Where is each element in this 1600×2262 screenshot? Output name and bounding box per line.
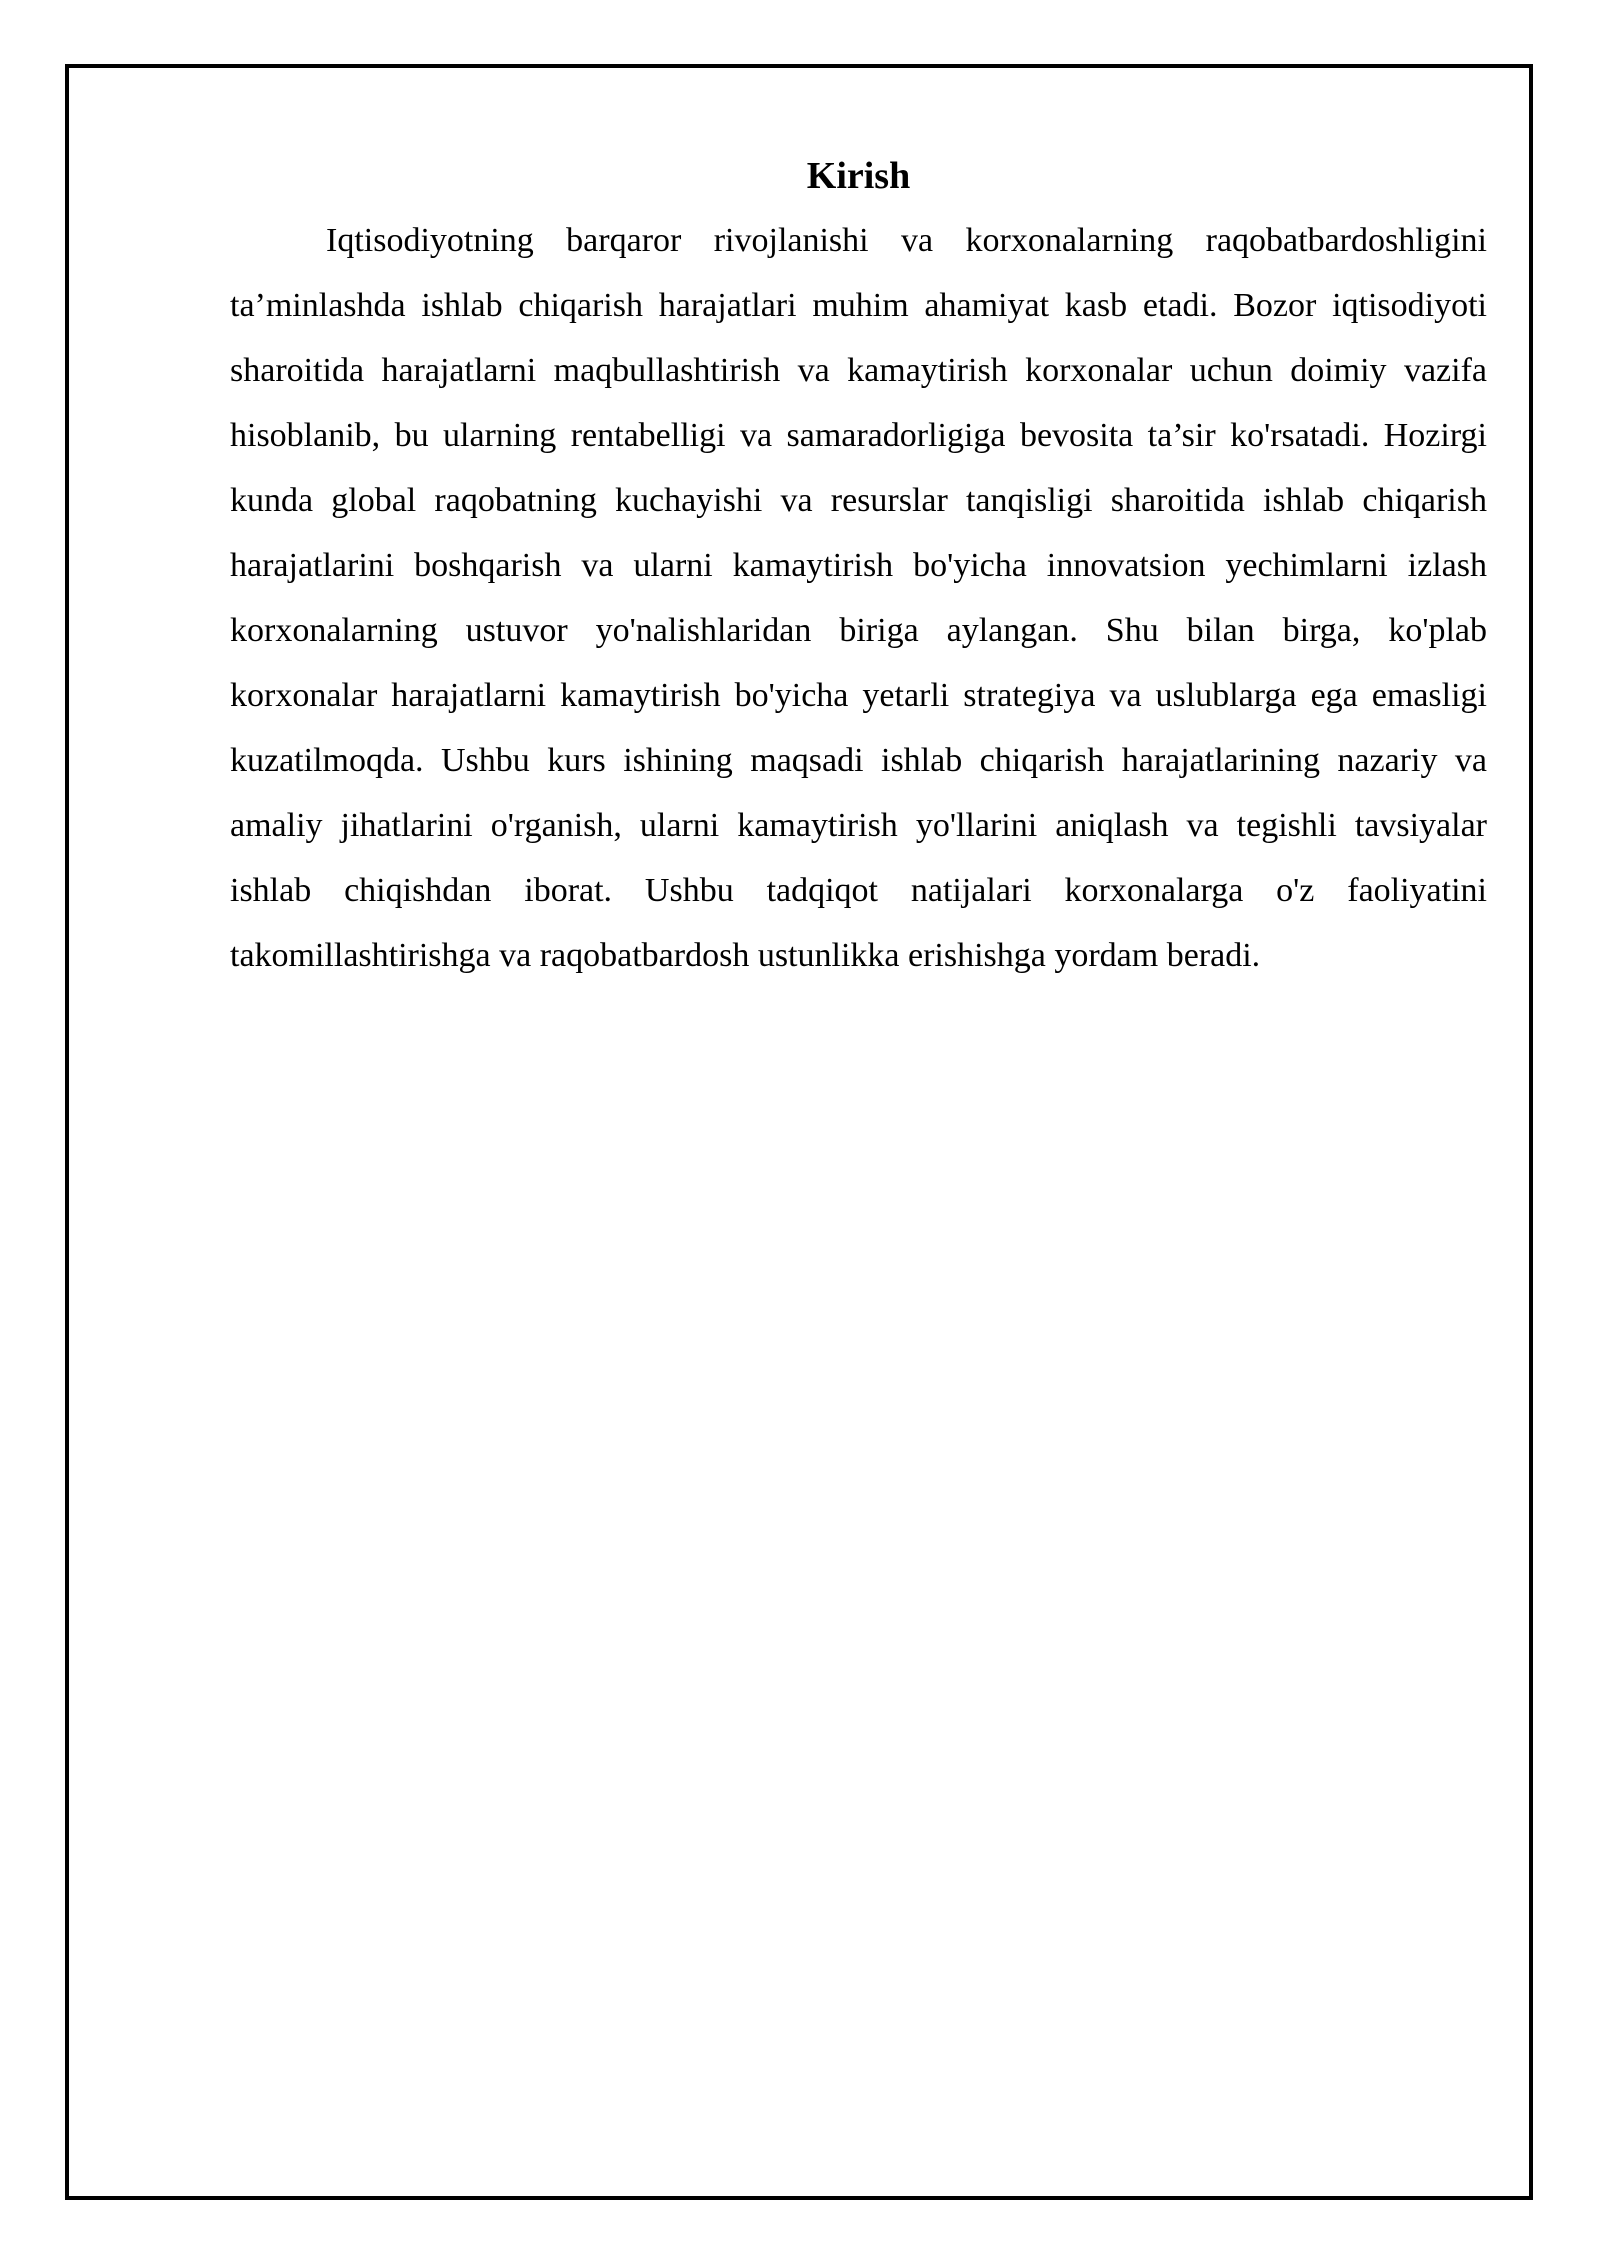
page-title: Kirish xyxy=(806,155,911,197)
intro-paragraph: Iqtisodiyotning barqaror rivojlanishi va korxonalarning raqobatbardoshligini ta’minlashda ishlab chiqarish harajatlari muhim ahamiyat kasb etadi. Bozor iqtisodiyoti sharoitida harajatlarni maqbullashtirish va kamaytirish korxonalar uchun doimiy vazifa hisoblanib, bu ularning rentabelligi va samaradorligiga bevosita ta’sir ko'rsatadi. Hozirgi kunda global raqobatning kuchayishi va resurslar tanqisligi sharoitida ishlab chiqarish harajatlarini boshqarish va ularni kamaytirish bo'yicha innovatsion yechimlarni izlash korxonalarning ustuvor yo'nalishlaridan biriga aylangan. Shu bilan birga, ko'plab korxonalar harajatlarni kamaytirish bo'yicha yetarli strategiya va uslublarga ega emasligi kuzatilmoqda. Ushbu kurs ishining maqsadi ishlab chiqarish harajatlarining nazariy va amaliy jihatlarini o'rganish, ularni kamaytirish yo'llarini aniqlash va tegishli tavsiyalar ishlab chiqishdan iborat. Ushbu tadqiqot natijalari korxonalarga o'z faoliyatini takomillashtirishga va raqobatbardosh ustunlikka erishishga yordam beradi. xyxy=(230,222,1487,974)
document-body xyxy=(230,150,1487,988)
